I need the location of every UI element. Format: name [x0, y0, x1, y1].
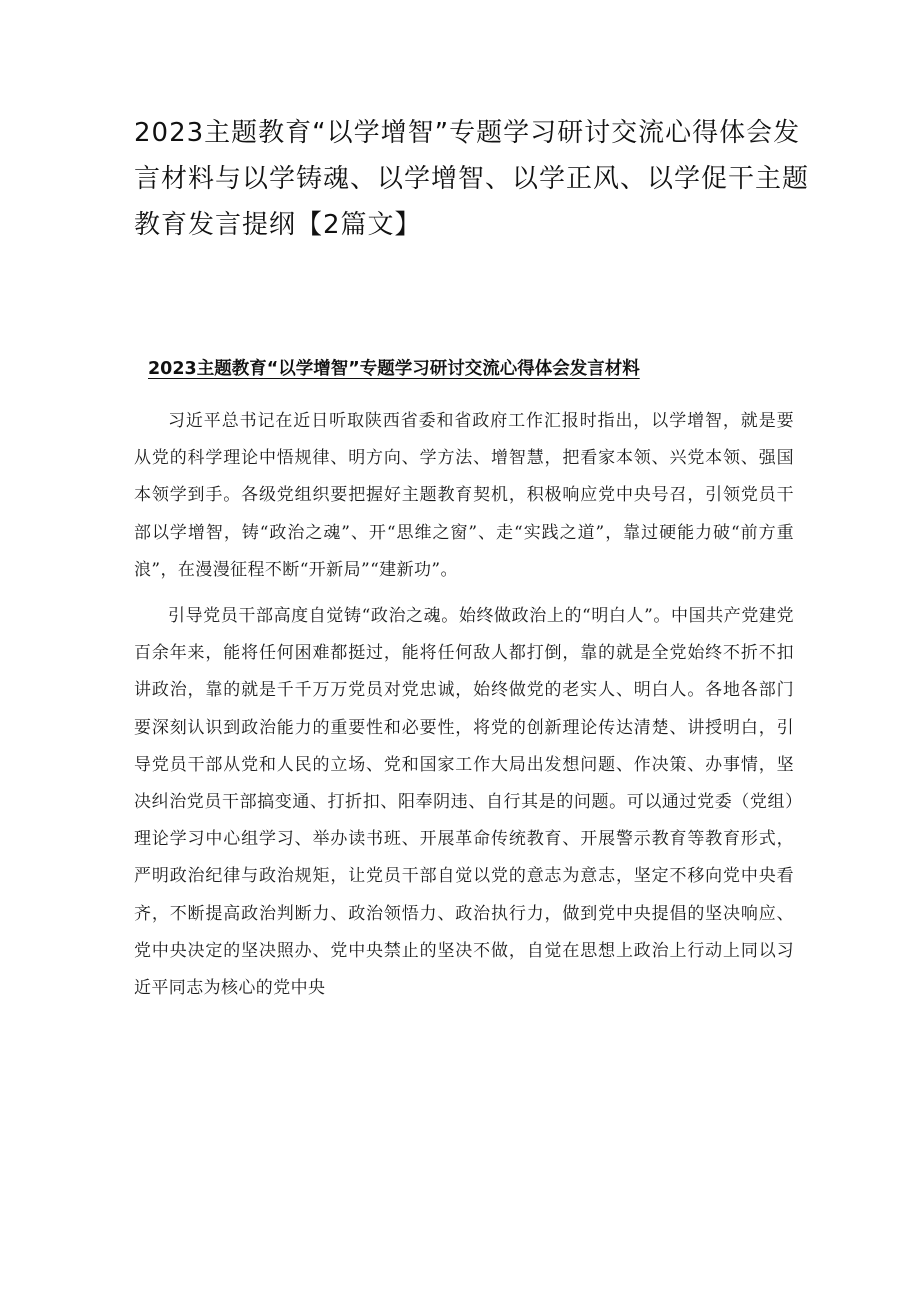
paragraph-1: 习近平总书记在近日听取陕西省委和省政府工作汇报时指出，以学增智，就是要从党的科学理论中悟规律、明方向、学方法、增智慧，把看家本领、兴党本领、强国本领学到手。各级党组织要把握好主题教育契机，积极响应党中央号召，引领党员干部以学增智，铸“政治之魂”、开“思维之窗”、走“实践之道”，靠过硬能力破“前方重浪”，在漫漫征程不断“开新局”“建新功”。 [134, 411, 794, 580]
document-body [134, 403, 794, 1007]
document-title: 2023主题教育“以学增智”专题学习研讨交流心得体会发言材料与以学铸魂、以学增智、以学正风、以学促干主题教育发言提纲【2篇文】 [134, 118, 810, 240]
paragraph-2: 引导党员干部高度自觉铸“政治之魂。始终做政治上的“明白人”。中国共产党建党百余年来，能将任何困难都挺过，能将任何敌人都打倒，靠的就是全党始终不折不扣讲政治，靠的就是千千万万党员对党忠诚，始终做党的老实人、明白人。各地各部门要深刻认识到政治能力的重要性和必要性，将党的创新理论传达清楚、讲授明白，引导党员干部从党和人民的立场、党和国家工作大局出发想问题、作决策、办事情，坚决纠治党员干部搞变通、打折扣、阳奉阴违、自行其是的问题。可以通过党委（党组）理论学习中心组学习、举办读书班、开展革命传统教育、开展警示教育等教育形式，严明政治纪律与政治规矩，让党员干部自觉以党的意志为意志，坚定不移向党中央看齐，不断提高政治判断力、政治领悟力、政治执行力，做到党中央提倡的坚决响应、党中央决定的坚决照办、党中央禁止的坚决不做，自觉在思想上政治上行动上同以习近平同志为核心的党中央 [134, 606, 794, 999]
section-subtitle: 2023主题教育“以学增智”专题学习研讨交流心得体会发言材料 [148, 359, 640, 379]
